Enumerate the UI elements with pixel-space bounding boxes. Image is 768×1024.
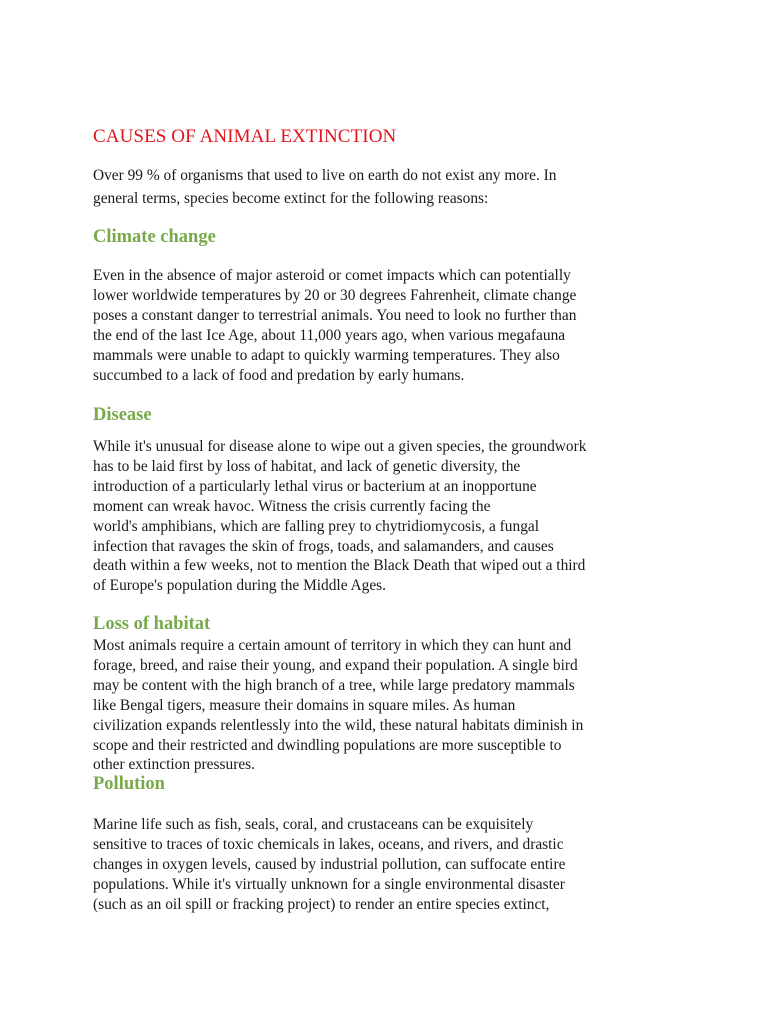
text-line: scope and their restricted and dwindling populations are more susceptible to	[93, 736, 562, 754]
text-line: general terms, species become extinct for the following reasons:	[93, 189, 489, 207]
text-line: has to be laid first by loss of habitat, and lack of genetic diversity, the	[93, 457, 521, 475]
text-line: civilization expands relentlessly into the wild, these natural habitats diminish in	[93, 716, 584, 734]
intro-paragraph	[93, 165, 556, 210]
text-line: (such as an oil spill or fracking project) to render an entire species extinct,	[93, 895, 550, 913]
text-line: death within a few weeks, not to mention the Black Death that wiped out a third	[93, 557, 586, 575]
text-line: lower worldwide temperatures by 20 or 30 degrees Fahrenheit, climate change	[93, 286, 577, 304]
section-paragraph-climate-change	[93, 266, 576, 385]
text-line: like Bengal tigers, measure their domains in square miles. As human	[93, 696, 516, 714]
section-paragraph-loss-of-habitat	[93, 636, 583, 775]
text-line: Marine life such as fish, seals, coral, and crustaceans can be exquisitely	[93, 816, 534, 833]
text-line: the end of the last Ice Age, about 11,000 years ago, when various megafauna	[93, 326, 566, 344]
text-line: may be content with the high branch of a tree, while large predatory mammals	[93, 676, 575, 694]
text-line: Over 99 % of organisms that used to live on earth do not exist any more. In	[93, 167, 557, 184]
text-line: While it's unusual for disease alone to wipe out a given species, the groundwork	[93, 438, 587, 455]
text-line: forage, breed, and raise their young, and expand their population. A single bird	[93, 656, 578, 674]
text-line: sensitive to traces of toxic chemicals in lakes, oceans, and rivers, and drastic	[93, 835, 564, 853]
text-line: other extinction pressures.	[93, 756, 255, 774]
text-line: changes in oxygen levels, caused by industrial pollution, can suffocate entire	[93, 855, 566, 873]
section-heading-loss-of-habitat: Loss of habitat	[93, 614, 211, 634]
text-line: poses a constant danger to terrestrial animals. You need to look no further than	[93, 306, 577, 324]
document-title: CAUSES OF ANIMAL EXTINCTION	[93, 126, 397, 147]
text-line: succumbed to a lack of food and predation by early humans.	[93, 366, 465, 384]
text-line: populations. While it's virtually unknown for a single environmental disaster	[93, 875, 565, 893]
section-paragraph-disease	[93, 437, 586, 596]
text-line: moment can wreak havoc. Witness the crisis currently facing the	[93, 497, 491, 515]
text-line: Even in the absence of major asteroid or comet impacts which can potentially	[93, 267, 571, 284]
section-heading-disease: Disease	[93, 405, 152, 425]
section-heading-climate-change: Climate change	[93, 227, 216, 247]
text-line: Most animals require a certain amount of territory in which they can hunt and	[93, 637, 572, 654]
section-heading-pollution: Pollution	[93, 774, 165, 794]
text-line: of Europe's population during the Middle Ages.	[93, 577, 387, 595]
text-line: introduction of a particularly lethal virus or bacterium at an inopportune	[93, 477, 537, 495]
section-paragraph-pollution	[93, 815, 565, 915]
text-line: world's amphibians, which are falling prey to chytridiomycosis, a fungal	[93, 517, 540, 535]
text-line: mammals were unable to adapt to quickly warming temperatures. They also	[93, 346, 560, 364]
text-line: infection that ravages the skin of frogs, toads, and salamanders, and causes	[93, 537, 554, 555]
